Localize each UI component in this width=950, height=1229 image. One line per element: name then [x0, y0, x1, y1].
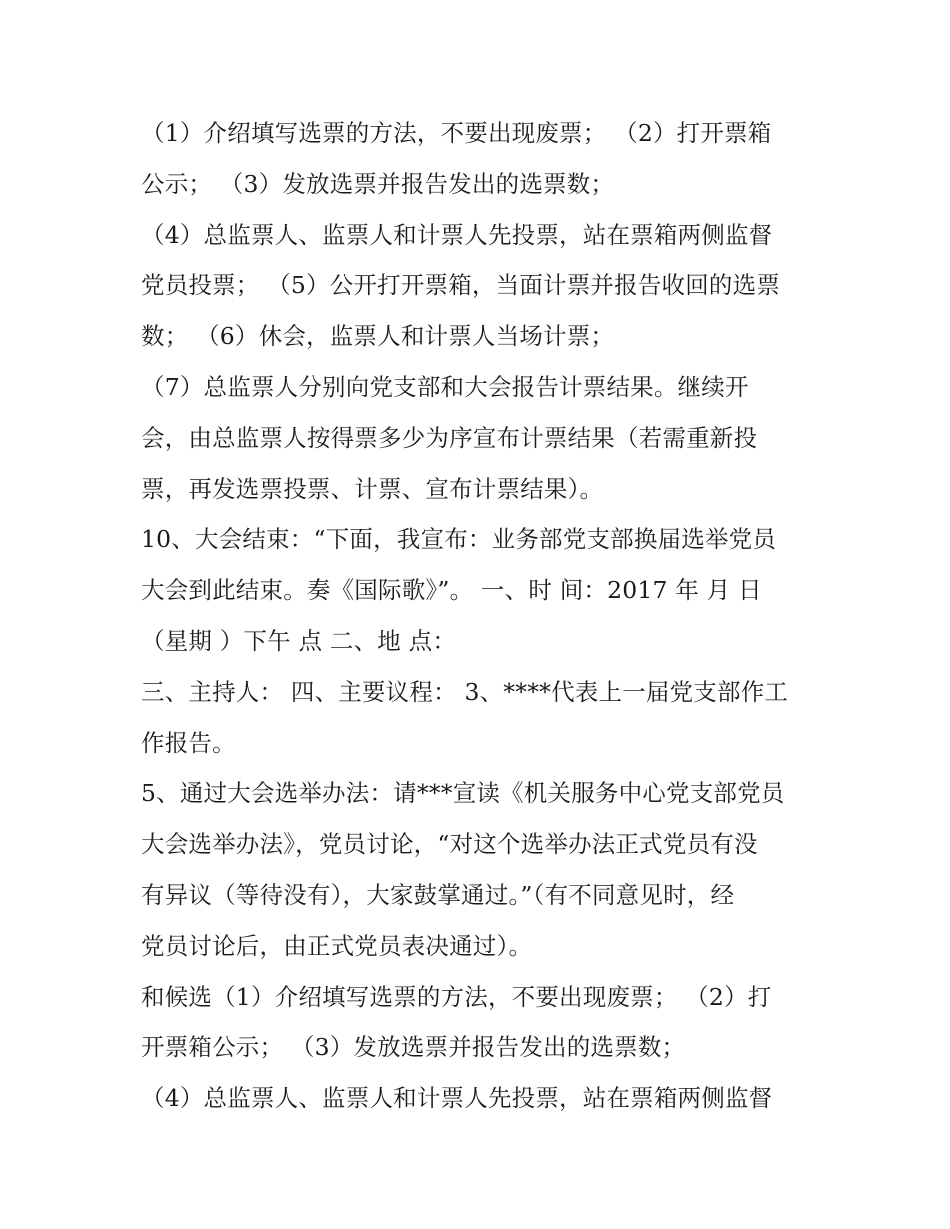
text-line: 党员讨论后，由正式党员表决通过）。	[141, 931, 533, 960]
text-line: 大会选举办法》，党员讨论，“对这个选举办法正式党员有没	[141, 830, 758, 859]
text-line: 有异议（等待没有），大家鼓掌通过。”（有不同意见时，经	[141, 880, 735, 909]
text-line: 作报告。	[141, 728, 236, 757]
text-line: 公示； （3）发放选票并报告发出的选票数；	[141, 169, 615, 198]
text-line: （4）总监票人、监票人和计票人先投票，站在票箱两侧监督	[141, 220, 773, 249]
text-line: 票，再发选票投票、计票、宣布计票结果）。	[141, 474, 604, 503]
text-line: 数； （6）休会，监票人和计票人当场计票；	[141, 322, 615, 351]
text-line: 大会到此结束。奏《国际歌》”。 一、时 间：2017 年 月 日	[141, 576, 762, 605]
text-line: 10、大会结束：“下面，我宣布：业务部党支部换届选举党员	[141, 525, 777, 554]
text-line: （4）总监票人、监票人和计票人先投票，站在票箱两侧监督	[141, 1084, 773, 1113]
text-line: 三、主持人： 四、主要议程： 3、****代表上一届党支部作工	[141, 677, 789, 706]
text-line: （星期 ）下午 点 二、地 点：	[141, 626, 457, 655]
text-line: 开票箱公示； （3）发放选票并报告发出的选票数；	[141, 1033, 686, 1062]
text-line: （1）介绍填写选票的方法，不要出现废票； （2）打开票箱	[141, 119, 772, 147]
text-line: 党员投票； （5）公开打开票箱，当面计票并报告收回的选票	[141, 271, 781, 300]
text-line: 会，由总监票人按得票多少为序宣布计票结果（若需重新投	[141, 423, 758, 452]
text-line: 5、通过大会选举办法：请***宣读《机关服务中心党支部党员	[141, 779, 785, 808]
text-line: （7）总监票人分别向党支部和大会报告计票结果。继续开	[141, 372, 749, 401]
body-text	[141, 108, 821, 1124]
text-line: 和候选（1）介绍填写选票的方法，不要出现废票； （2）打	[141, 982, 772, 1011]
